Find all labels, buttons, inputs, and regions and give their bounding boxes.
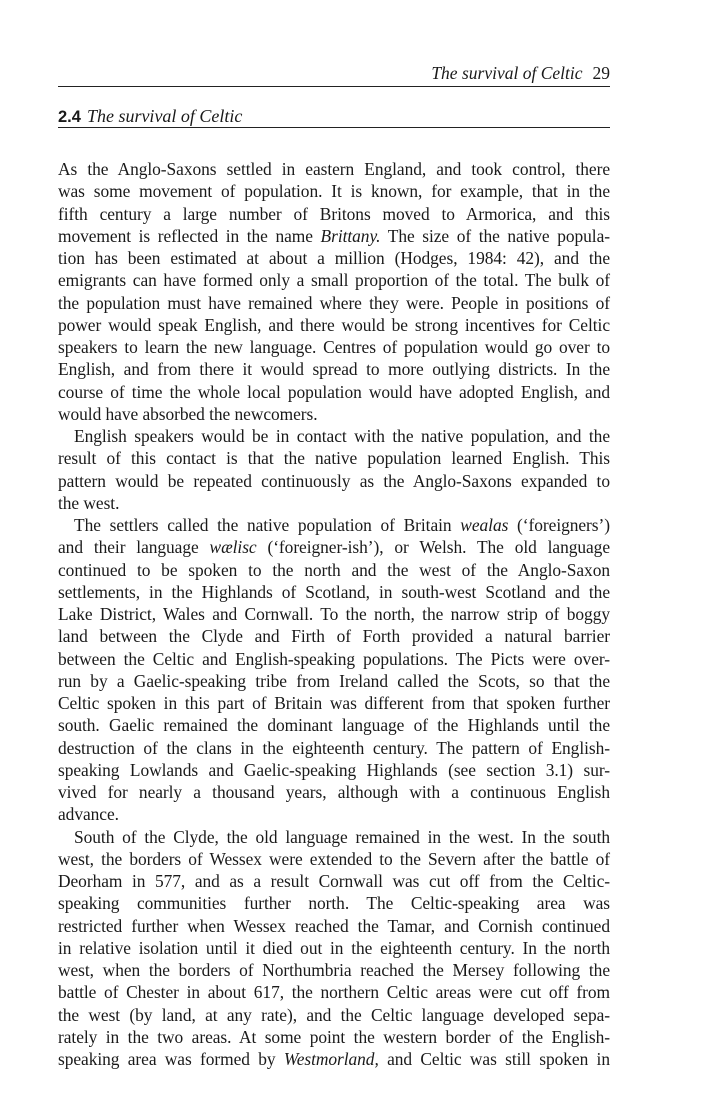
text-line: result of this contact is that the native population learned English. This xyxy=(58,448,610,469)
text-line: in relative isolation until it died out in the eighteenth century. In the north xyxy=(58,937,610,958)
text-line: tion has been estimated at about a million (Hodges, 1984: 42), and the xyxy=(58,248,610,268)
text-line: English speakers would be in contact with the native population, and the xyxy=(74,426,610,446)
italic-term: wealas xyxy=(460,515,509,535)
text-line: The settlers called the native population of Britain wealas (‘foreigners’) xyxy=(74,515,611,535)
text-line: emigrants can have formed only a small proportion of the total. The bulk of xyxy=(58,270,610,291)
text-line: between the Celtic and English-speaking populations. The Picts were over- xyxy=(58,648,610,669)
text-line: continued to be spoken to the north and the west of the Anglo-Saxon xyxy=(58,559,610,580)
italic-term: Brittany. xyxy=(320,225,381,246)
text-line: speaking Lowlands and Gaelic-speaking Highlands (see section 3.1) sur- xyxy=(58,759,610,780)
italic-term: wælisc xyxy=(209,537,257,558)
text-line: As the Anglo-Saxons settled in eastern England, and took control, there xyxy=(58,159,610,179)
paragraph xyxy=(58,514,610,826)
text-line: land between the Clyde and Firth of Forth provided a natural barrier xyxy=(58,626,610,647)
section-rule xyxy=(58,127,610,128)
text-line: would have absorbed the newcomers. xyxy=(58,403,318,424)
text-line: course of time the whole local population would have adopted English, and xyxy=(58,381,610,402)
text-line: destruction of the clans in the eighteenth century. The pattern of English- xyxy=(58,737,610,758)
text-line: speaking area was formed by Westmorland, and Celtic was still spoken in xyxy=(58,1049,610,1069)
text-line: west, the borders of Wessex were extended to the Severn after the battle of xyxy=(58,848,610,869)
text-line: pattern would be repeated continuously as the Anglo-Saxons expanded to xyxy=(58,470,610,491)
text-line: speakers to learn the new language. Centres of population would go over to xyxy=(58,337,610,357)
section-heading xyxy=(58,104,610,129)
running-head-title: The survival of Celtic xyxy=(431,63,583,83)
text-line: the population must have remained where they were. People in positions of xyxy=(58,292,610,313)
paragraph xyxy=(58,158,610,425)
page-number: 29 xyxy=(592,63,610,83)
text-line: the west. xyxy=(58,492,120,513)
text-line: vived for nearly a thousand years, although with a continuous English xyxy=(58,782,610,802)
text-line: advance. xyxy=(58,804,119,825)
text-line: English, and from there it would spread to more outlying districts. In the xyxy=(58,359,610,380)
text-line: Celtic spoken in this part of Britain was different from that spoken further xyxy=(58,693,610,713)
text-line: South of the Clyde, the old language remained in the west. In the south xyxy=(74,826,610,847)
text-line: the west (by land, at any rate), and the Celtic language developed sepa- xyxy=(58,1004,610,1025)
section-title: The survival of Celtic xyxy=(86,106,243,126)
text-line: rately in the two areas. At some point the western border of the English- xyxy=(58,1026,610,1047)
section-number: 2.4 xyxy=(58,108,81,126)
header-rule xyxy=(58,86,610,87)
text-line: settlements, in the Highlands of Scotland, in south-west Scotland and the xyxy=(58,581,610,602)
text-line: restricted further when Wessex reached the Tamar, and Cornish continued xyxy=(58,915,610,936)
text-line: power would speak English, and there would be strong incentives for Celtic xyxy=(58,314,610,335)
italic-term: Westmorland, xyxy=(283,1049,379,1069)
paragraph xyxy=(58,826,610,1071)
text-line: and their language wælisc (‘foreigner-ish’), or Welsh. The old language xyxy=(58,537,610,558)
running-head xyxy=(58,62,610,84)
text-line: south. Gaelic remained the dominant language of the Highlands until the xyxy=(58,715,610,736)
text-line: west, when the borders of Northumbria reached the Mersey following the xyxy=(58,960,610,980)
text-line: Deorham in 577, and as a result Cornwall was cut off from the Celtic- xyxy=(58,871,610,891)
text-line: run by a Gaelic-speaking tribe from Ireland called the Scots, so that the xyxy=(58,670,610,691)
paragraph xyxy=(58,425,610,514)
text-line: fifth century a large number of Britons moved to Armorica, and this xyxy=(58,203,610,224)
text-line: was some movement of population. It is known, for example, that in the xyxy=(58,181,610,202)
text-line: Lake District, Wales and Cornwall. To the north, the narrow strip of boggy xyxy=(58,604,610,624)
text-line: speaking communities further north. The Celtic-speaking area was xyxy=(58,893,610,914)
body-text xyxy=(58,158,610,1070)
text-line: movement is reflected in the name Brittany. The size of the native popula- xyxy=(58,225,610,246)
text-line: battle of Chester in about 617, the northern Celtic areas were cut off from xyxy=(58,982,610,1003)
